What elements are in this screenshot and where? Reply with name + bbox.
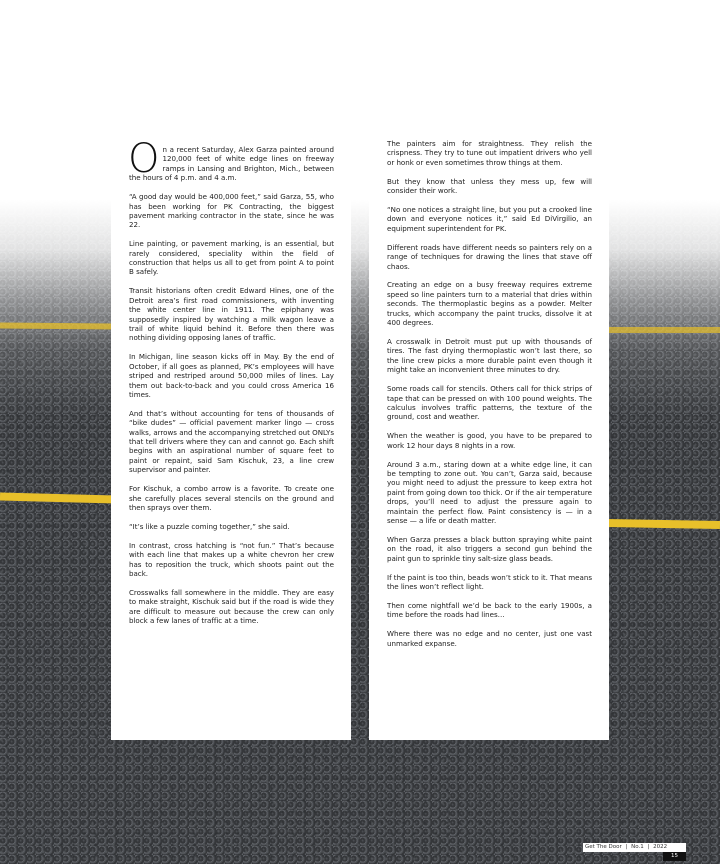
road-stripe (605, 327, 720, 333)
issue-number: No.1 (631, 844, 644, 850)
paragraph: Crosswalks fall somewhere in the middle. They are easy to make straight, Kischuk said but if the road is wide they are difficult to measure out because the crew can only block a few lanes of traffic at a time. (129, 587, 334, 626)
drop-cap: O (128, 136, 160, 182)
paragraph: Around 3 a.m., staring down at a white edge line, it can be tempting to zone out. You can’t, Garza said, because you might need to adjust the pressure to keep extra hot paint from going down too thick. Or if the air temperature drops, you’ll need to adjust the pressure again to maintain the perfect flow. Paint consistency is — in a sense — a life or death matter. (387, 459, 592, 525)
paragraph: Then come nightfall we’d be back to the early 1900s, a time before the roads had lines… (387, 600, 592, 620)
paragraph (128, 136, 334, 183)
magazine-name: Get The Door (585, 844, 622, 850)
paragraph: If the paint is too thin, beads won’t stick to it. That means the lines won’t reflect light. (387, 572, 592, 592)
paragraph: Line painting, or pavement marking, is an essential, but rarely considered, speciality within the field of construction that helps us all to get from point A to point B safely. (129, 239, 334, 277)
paragraph: The painters aim for straightness. They relish the crispness. They try to tune out impatient drivers who yell or honk or even sometimes throw things at them. (387, 139, 592, 167)
paragraph: Creating an edge on a busy freeway requires extreme speed so line painters turn to a material that dries within seconds. The thermoplastic begins as a powder. Melter trucks, which accompany the paint trucks, dissolve it at 400 degrees. (387, 280, 592, 328)
paragraph: When the weather is good, you have to be prepared to work 12 hour days 8 nights in a row. (387, 431, 592, 450)
page-number: 15 (663, 852, 686, 861)
paragraph: But they know that unless they mess up, few will consider their work. (387, 176, 592, 196)
paragraph: Different roads have different needs so painters rely on a range of techniques for drawing the lines that stave off chaos. (387, 242, 592, 271)
paragraph: In Michigan, line season kicks off in May. By the end of October, if all goes as planned, PK’s employees will have striped and restriped around 50,000 miles of lines. Lay them out back-to-back and you could cross America 16 times. (129, 352, 334, 399)
paragraph: “No one notices a straight line, but you put a crooked line down and everyone notices it,” said Ed DiVirgilio, an equipment superintendent for PK. (387, 205, 592, 233)
paragraph: A crosswalk in Detroit must put up with thousands of tires. The fast drying thermoplastic won’t last there, so the line crew picks a more durable paint even though it might take an inconvenient three minutes to dry. (387, 337, 592, 375)
left-text-column (111, 125, 351, 740)
paragraph: “A good day would be 400,000 feet,” said Garza, 55, who has been working for PK Contracting, the biggest pavement marking contractor in the state, since he was 22. (129, 192, 334, 230)
paragraph: And that’s without accounting for tens of thousands of “bike dudes” — official pavement marker lingo — cross walks, arrows and the accompanying stretched out ONLYs that tell drivers where they can and cannot go. Each shift begins with an aspirational number of square feet to paint or repaint, said Sam Kischuk, 23, a line crew supervisor and painter. (129, 408, 334, 475)
paragraph: For Kischuk, a combo arrow is a favorite. To create one she carefully places several stencils on the ground and then sprays over them. (129, 484, 334, 512)
paragraph: In contrast, cross hatching is “not fun.” That’s because with each line that makes up a white chevron her crew has to reposition the truck, which shoots paint out the back. (129, 540, 334, 579)
issue-year: 2022 (653, 844, 668, 850)
right-text-column (369, 125, 609, 740)
paragraph: “It’s like a puzzle coming together,” she said. (129, 521, 290, 531)
paragraph: Some roads call for stencils. Others call for thick strips of tape that can be pressed on with 100 pound weights. The calculus involves traffic patterns, the texture of the ground, cost and weather. (387, 384, 592, 422)
page-folio: Get The Door | No.1 | 2022 15 (583, 843, 686, 852)
paragraph: Transit historians often credit Edward Hines, one of the Detroit area’s first road commissioners, with inventing the white center line in 1911. The epiphany was supposedly inspired by watching a milk wagon leave a trail of white liquid behind it. Before then there was nothing dividing opposing lanes of traffic. (129, 286, 334, 343)
paragraph: Where there was no edge and no center, just one vast unmarked expanse. (387, 629, 592, 648)
paragraph: When Garza presses a black button spraying white paint on the road, it also triggers a second gun behind the paint gun to sprinkle tiny salt-size glass beads. (387, 534, 592, 563)
paragraph-text: n a recent Saturday, Alex Garza painted around 120,000 feet of white edge lines on freeway ramps in Lansing and Brighton, Mich., between the hours of 4 p.m. and 4 a.m. (129, 145, 334, 183)
road-stripe (0, 322, 115, 329)
